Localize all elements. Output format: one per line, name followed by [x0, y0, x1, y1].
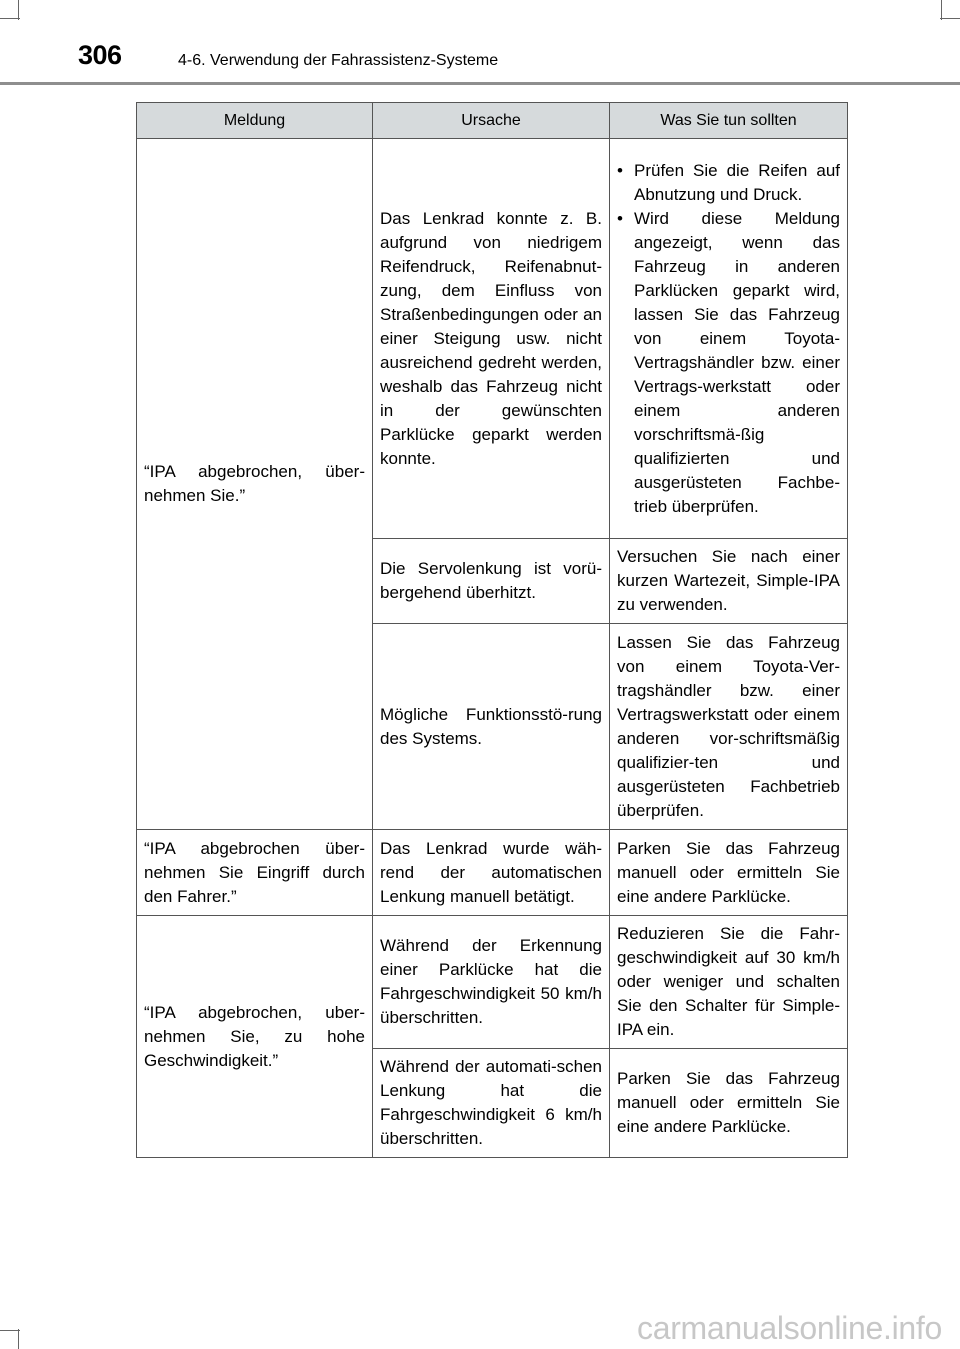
page-number: 306	[78, 40, 122, 70]
table-header-row	[137, 103, 848, 139]
action-cell: Parken Sie das Fahrzeug manuell oder ermitteln Sie eine andere Parklücke.	[610, 1049, 848, 1158]
message-cell: “IPA abgebrochen über-nehmen Sie Eingriff durch den Fahrer.”	[137, 830, 373, 916]
action-cell: Lassen Sie das Fahrzeug von einem Toyota-Ver-tragshändler bzw. einer Vertragswerkstatt oder einem anderen vor-schriftsmäßig qualifizier-ten und ausgerüsteten Fachbetrieb überprüfen.	[610, 624, 848, 830]
crop-mark	[0, 18, 20, 19]
table-row	[137, 830, 848, 916]
action-cell	[610, 139, 848, 539]
crop-mark	[940, 18, 960, 19]
crop-mark	[18, 1329, 19, 1349]
message-table	[136, 102, 848, 1158]
table-row	[137, 916, 848, 1049]
table-row	[137, 139, 848, 539]
crop-mark	[0, 1330, 20, 1331]
action-cell: Versuchen Sie nach einer kurzen Wartezeit, Simple-IPA zu verwenden.	[610, 539, 848, 624]
column-header-cause: Ursache	[373, 103, 610, 139]
action-list-item: • Prüfen Sie die Reifen auf Abnutzung und Druck.	[617, 159, 840, 207]
section-title: 4-6. Verwendung der Fahrassistenz-Systeme	[178, 52, 499, 69]
crop-mark	[941, 0, 942, 20]
cause-cell: Das Lenkrad wurde wäh-rend der automatischen Lenkung manuell betätigt.	[373, 830, 610, 916]
cause-cell: Das Lenkrad konnte z. B. aufgrund von niedrigem Reifendruck, Reifenabnut-zung, dem Einfluss von Straßenbedingungen oder an einer Steigung usw. nicht ausreichend gedreht werden, weshalb das Fahrzeug nicht in der gewünschten Parklücke geparkt werden konnte.	[373, 139, 610, 539]
action-list-item: • Wird diese Meldung angezeigt, wenn das Fahrzeug in anderen Parklücken geparkt wird, lassen Sie das Fahrzeug von einem Toyota-Vertragshändler bzw. einer Vertrags-werkstatt oder einem anderen vorschriftsmä-ßig qualifizierten und ausgerüsteten Fachbe-trieb überprüfen.	[617, 207, 840, 519]
cause-cell: Während der Erkennung einer Parklücke hat die Fahrgeschwindigkeit 50 km/h überschritten.	[373, 916, 610, 1049]
cause-cell: Die Servolenkung ist vorü-bergehend überhitzt.	[373, 539, 610, 624]
column-header-message: Meldung	[137, 103, 373, 139]
message-cell: “IPA abgebrochen, uber-nehmen Sie, zu hohe Geschwindigkeit.”	[137, 916, 373, 1158]
cause-cell: Während der automati-schen Lenkung hat die Fahrgeschwindigkeit 6 km/h überschritten.	[373, 1049, 610, 1158]
action-cell: Parken Sie das Fahrzeug manuell oder ermitteln Sie eine andere Parklücke.	[610, 830, 848, 916]
message-cell: “IPA abgebrochen, über-nehmen Sie.”	[137, 139, 373, 830]
action-list	[617, 159, 840, 519]
header-rule	[0, 82, 960, 85]
cause-cell: Mögliche Funktionsstö-rung des Systems.	[373, 624, 610, 830]
watermark: carmanualsonline.info	[637, 1310, 942, 1346]
action-cell: Reduzieren Sie die Fahr-geschwindigkeit auf 30 km/h oder weniger und schalten Sie den Schalter für Simple-IPA ein.	[610, 916, 848, 1049]
crop-mark	[18, 0, 19, 20]
column-header-action: Was Sie tun sollten	[610, 103, 848, 139]
